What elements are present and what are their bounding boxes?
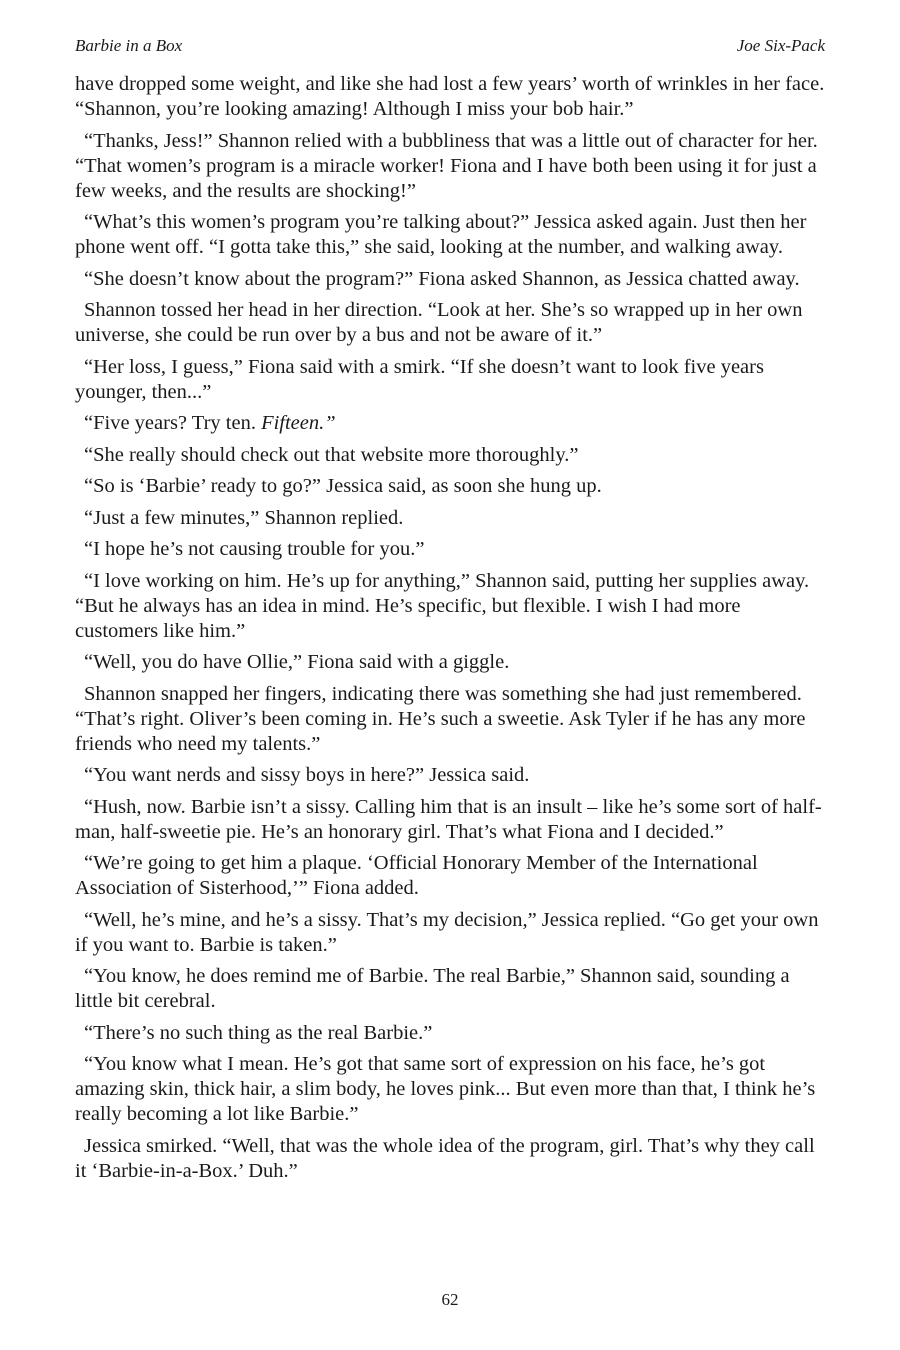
italic-emphasis: Fifteen.”: [261, 412, 336, 434]
paragraph: “Her loss, I guess,” Fiona said with a smirk. “If she doesn’t want to look five years younger, then...”: [75, 355, 764, 403]
paragraph: “You know what I mean. He’s got that same sort of expression on his face, he’s got amazing skin, thick hair, a slim body, he loves pink... But even more than that, I think he’s really becoming a lot like Barbie.”: [75, 1053, 816, 1125]
body-text: [75, 72, 827, 1190]
paragraph: “Thanks, Jess!” Shannon relied with a bubbliness that was a little out of character for her. “That women’s program is a miracle worker! Fiona and I have both been using it for just a few weeks, and the results are shocking!”: [75, 129, 818, 202]
paragraph: “So is ‘Barbie’ ready to go?” Jessica said, as soon she hung up.: [84, 475, 602, 497]
paragraph: “She really should check out that website more thoroughly.”: [84, 443, 579, 466]
paragraph: “We’re going to get him a plaque. ‘Official Honorary Member of the International Association of Sisterhood,’” Fiona added.: [75, 852, 758, 899]
paragraph: “Well, you do have Ollie,” Fiona said with a giggle.: [84, 651, 510, 673]
paragraph: “There’s no such thing as the real Barbie.”: [84, 1021, 433, 1044]
paragraph: Shannon snapped her fingers, indicating there was something she had just remembered. “That’s right. Oliver’s been coming in. He’s such a sweetie. Ask Tyler if he has any more friends who need my talents.”: [75, 682, 806, 755]
paragraph: [75, 411, 827, 436]
paragraph: “She doesn’t know about the program?” Fiona asked Shannon, as Jessica chatted away.: [84, 267, 800, 290]
author-name: Joe Six-Pack: [736, 36, 825, 55]
paragraph: “You know, he does remind me of Barbie. The real Barbie,” Shannon said, sounding a little bit cerebral.: [75, 965, 790, 1012]
book-title: Barbie in a Box: [75, 36, 183, 55]
paragraph: “What’s this women’s program you’re talking about?” Jessica asked again. Just then her phone went off. “I gotta take this,” she said, looking at the number, and walking away.: [75, 211, 807, 258]
paragraph: Shannon tossed her head in her direction. “Look at her. She’s so wrapped up in her own universe, she could be run over by a bus and not be aware of it.”: [75, 299, 803, 346]
paragraph: Jessica smirked. “Well, that was the whole idea of the program, girl. That’s why they call it ‘Barbie-in-a-Box.’ Duh.”: [75, 1134, 815, 1182]
paragraph: “You want nerds and sissy boys in here?” Jessica said.: [84, 764, 530, 786]
paragraph-text: “Five years? Try ten.: [84, 412, 262, 434]
paragraph: “Hush, now. Barbie isn’t a sissy. Calling him that is an insult – like he’s some sort of half-man, half-sweetie pie. He’s an honorary girl. That’s what Fiona and I decided.”: [75, 795, 822, 843]
paragraph: “Just a few minutes,” Shannon replied.: [84, 506, 404, 529]
paragraph: “Well, he’s mine, and he’s a sissy. That’s my decision,” Jessica replied. “Go get your own if you want to. Barbie is taken.”: [75, 908, 819, 956]
paragraph: “I hope he’s not causing trouble for you.”: [84, 538, 425, 560]
paragraph: have dropped some weight, and like she had lost a few years’ worth of wrinkles in her face. “Shannon, you’re looking amazing! Although I miss your bob hair.”: [75, 73, 825, 120]
running-head: [75, 36, 825, 56]
page-number: 62: [441, 1290, 459, 1309]
paragraph: “I love working on him. He’s up for anything,” Shannon said, putting her supplies away. “But he always has an idea in mind. He’s specific, but flexible. I wish I had more customers like him.”: [75, 569, 810, 642]
